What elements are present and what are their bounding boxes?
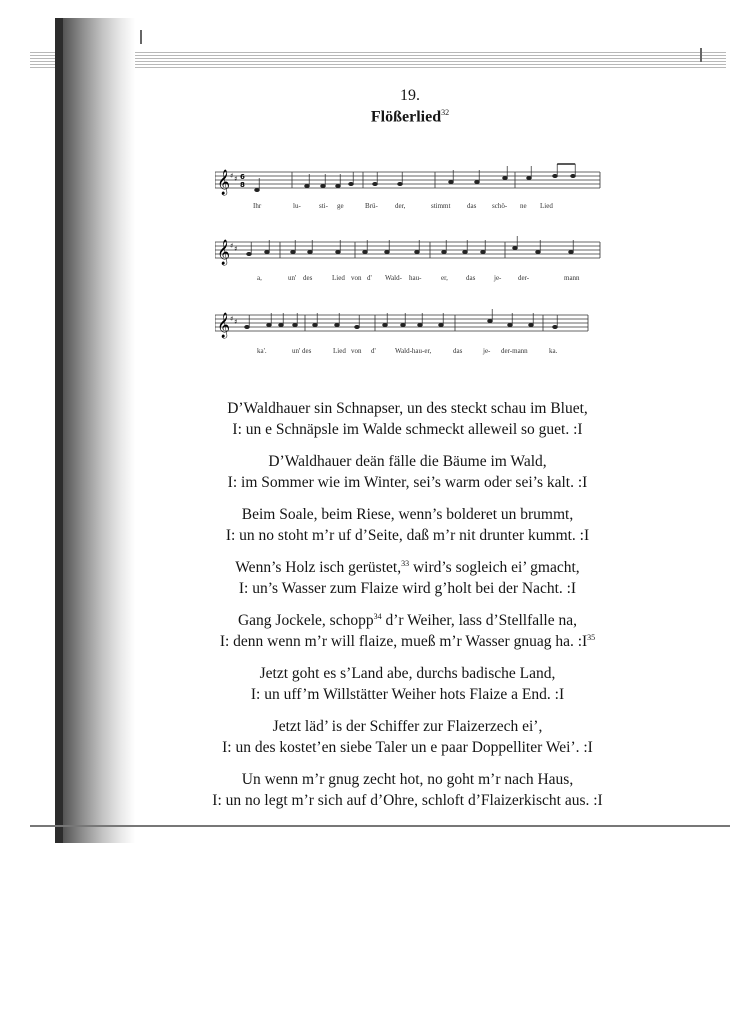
lyric-syllable: je-: [483, 347, 491, 355]
treble-clef-icon: 𝄞: [217, 170, 231, 195]
lyric-syllable: das: [466, 274, 476, 282]
lyric-line-3: [215, 347, 610, 359]
lyric-syllable: d': [371, 347, 376, 355]
svg-text:♯: ♯: [230, 242, 234, 250]
lyric-syllable: von: [351, 274, 362, 282]
footnote-marker: 32: [441, 108, 450, 117]
verse-line: Jetzt läd’ is der Schiffer zur Flaizerzech ei’,: [272, 718, 543, 735]
lyric-line-1: [215, 202, 610, 214]
scan-artifact-tick: [700, 48, 702, 62]
verse-8: [150, 769, 665, 811]
verse-text: wird’s sogleich ei’ gmacht,: [409, 559, 580, 576]
lyric-syllable: ka'.: [257, 347, 267, 355]
verse-text: I: denn wenn m’r will flaize, mueß m’r Wasser gnuag ha. :I: [219, 633, 588, 650]
verse-6: [150, 663, 665, 705]
song-title: [0, 108, 744, 126]
verse-line: Beim Soale, beim Riese, wenn’s bolderet un brummt,: [241, 506, 574, 523]
verse-line: D’Waldhauer deän fälle die Bäume im Wald,: [268, 453, 547, 470]
verse-line: Un wenn m’r gnug zecht hot, no goht m’r nach Haus,: [241, 771, 574, 788]
verse-line: I: un no legt m’r sich auf d’Ohre, schloft d’Flaizerkischt aus. :I: [212, 792, 603, 809]
lyric-syllable: Lied: [333, 347, 346, 355]
verse-line: Jetzt goht es s’Land abe, durchs badische Land,: [259, 665, 556, 682]
verse-text: Gang Jockele, schopp: [237, 612, 374, 629]
verse-3: [150, 504, 665, 546]
verse-2: [150, 451, 665, 493]
lyric-syllable: das: [467, 202, 477, 210]
treble-clef-icon: 𝄞: [217, 313, 231, 338]
scan-shadow-band: [55, 18, 135, 843]
verse-line: I: un no stoht m’r uf d’Seite, daß m’r nit drunter kummt. :I: [225, 527, 590, 544]
lyric-syllable: schö-: [492, 202, 508, 210]
lyric-syllable: mann: [564, 274, 580, 282]
scan-shadow-edge: [55, 18, 63, 843]
lyric-syllable: der,: [395, 202, 406, 210]
lyric-syllable: un' des: [292, 347, 312, 355]
lyric-syllable: lu-: [293, 202, 301, 210]
verse-1: [150, 398, 665, 440]
lyric-syllable: hau-: [409, 274, 422, 282]
lyric-syllable: Lied: [540, 202, 553, 210]
verse-line: D’Waldhauer sin Schnapser, un des steckt schau im Bluet,: [227, 400, 588, 417]
verse-line: I: un des kostet’en siebe Taler un e paar Doppelliter Wei’. :I: [222, 739, 593, 756]
svg-text:6: 6: [240, 173, 245, 181]
lyric-syllable: der-: [518, 274, 530, 282]
music-staff-3: [215, 305, 610, 345]
scan-artifact-tick: [140, 30, 142, 44]
verse-5: [150, 610, 665, 652]
lyric-syllable: Brü-: [365, 202, 378, 210]
lyric-syllable: Lied: [332, 274, 345, 282]
svg-text:♯: ♯: [234, 318, 238, 326]
svg-text:♯: ♯: [230, 172, 234, 180]
svg-text:♯: ♯: [230, 315, 234, 323]
svg-text:♯: ♯: [234, 175, 238, 183]
lyric-syllable: je-: [494, 274, 502, 282]
lyric-syllable: sti-: [319, 202, 328, 210]
lyric-syllable: Wald-: [385, 274, 402, 282]
verse-4: [150, 557, 665, 599]
lyric-syllable: Wald-hau-er,: [395, 347, 432, 355]
verse-line: [150, 631, 665, 652]
verse-line: I: im Sommer wie im Winter, sei’s warm oder sei’s kalt. :I: [227, 474, 588, 491]
footnote-marker: 35: [587, 632, 596, 642]
verse-line: I: un e Schnäpsle im Walde schmeckt alleweil so guet. :I: [232, 421, 583, 438]
song-title-text: Flößerlied: [370, 108, 442, 126]
footnote-marker: 33: [401, 558, 410, 568]
lyric-syllable: stimmt: [431, 202, 451, 210]
verse-line: I: un’s Wasser zum Flaize wird g’holt bei der Nacht. :I: [238, 580, 577, 597]
svg-text:♯: ♯: [234, 245, 238, 253]
svg-text:8: 8: [240, 181, 245, 189]
lyric-syllable: un': [288, 274, 297, 282]
lyric-syllable: a,: [257, 274, 262, 282]
verse-text: d’r Weiher, lass d’Stellfalle na,: [381, 612, 577, 629]
verse-line: [150, 610, 665, 631]
lyric-syllable: von: [351, 347, 362, 355]
lyric-syllable: ge: [337, 202, 344, 210]
lyric-syllable: der-mann: [501, 347, 528, 355]
lyric-syllable: Ihr: [253, 202, 262, 210]
verse-text: Wenn’s Holz isch gerüstet,: [235, 559, 402, 576]
scan-artifact-bottom-line: [30, 825, 730, 827]
song-verses: [150, 398, 665, 822]
treble-clef-icon: 𝄞: [217, 240, 231, 265]
lyric-syllable: ka.: [549, 347, 558, 355]
lyric-line-2: [215, 274, 610, 286]
verse-line: [150, 557, 665, 578]
lyric-syllable: er,: [441, 274, 448, 282]
music-staff-2: [215, 232, 610, 272]
verse-7: [150, 716, 665, 758]
lyric-syllable: d': [367, 274, 372, 282]
verse-line: I: un uff’m Willstätter Weiher hots Flaize a End. :I: [250, 686, 565, 703]
music-staff-1: [215, 162, 610, 202]
song-number: 19.: [400, 87, 420, 104]
footnote-marker: 34: [373, 611, 382, 621]
lyric-syllable: ne: [520, 202, 527, 210]
lyric-syllable: das: [453, 347, 463, 355]
lyric-syllable: des: [303, 274, 313, 282]
